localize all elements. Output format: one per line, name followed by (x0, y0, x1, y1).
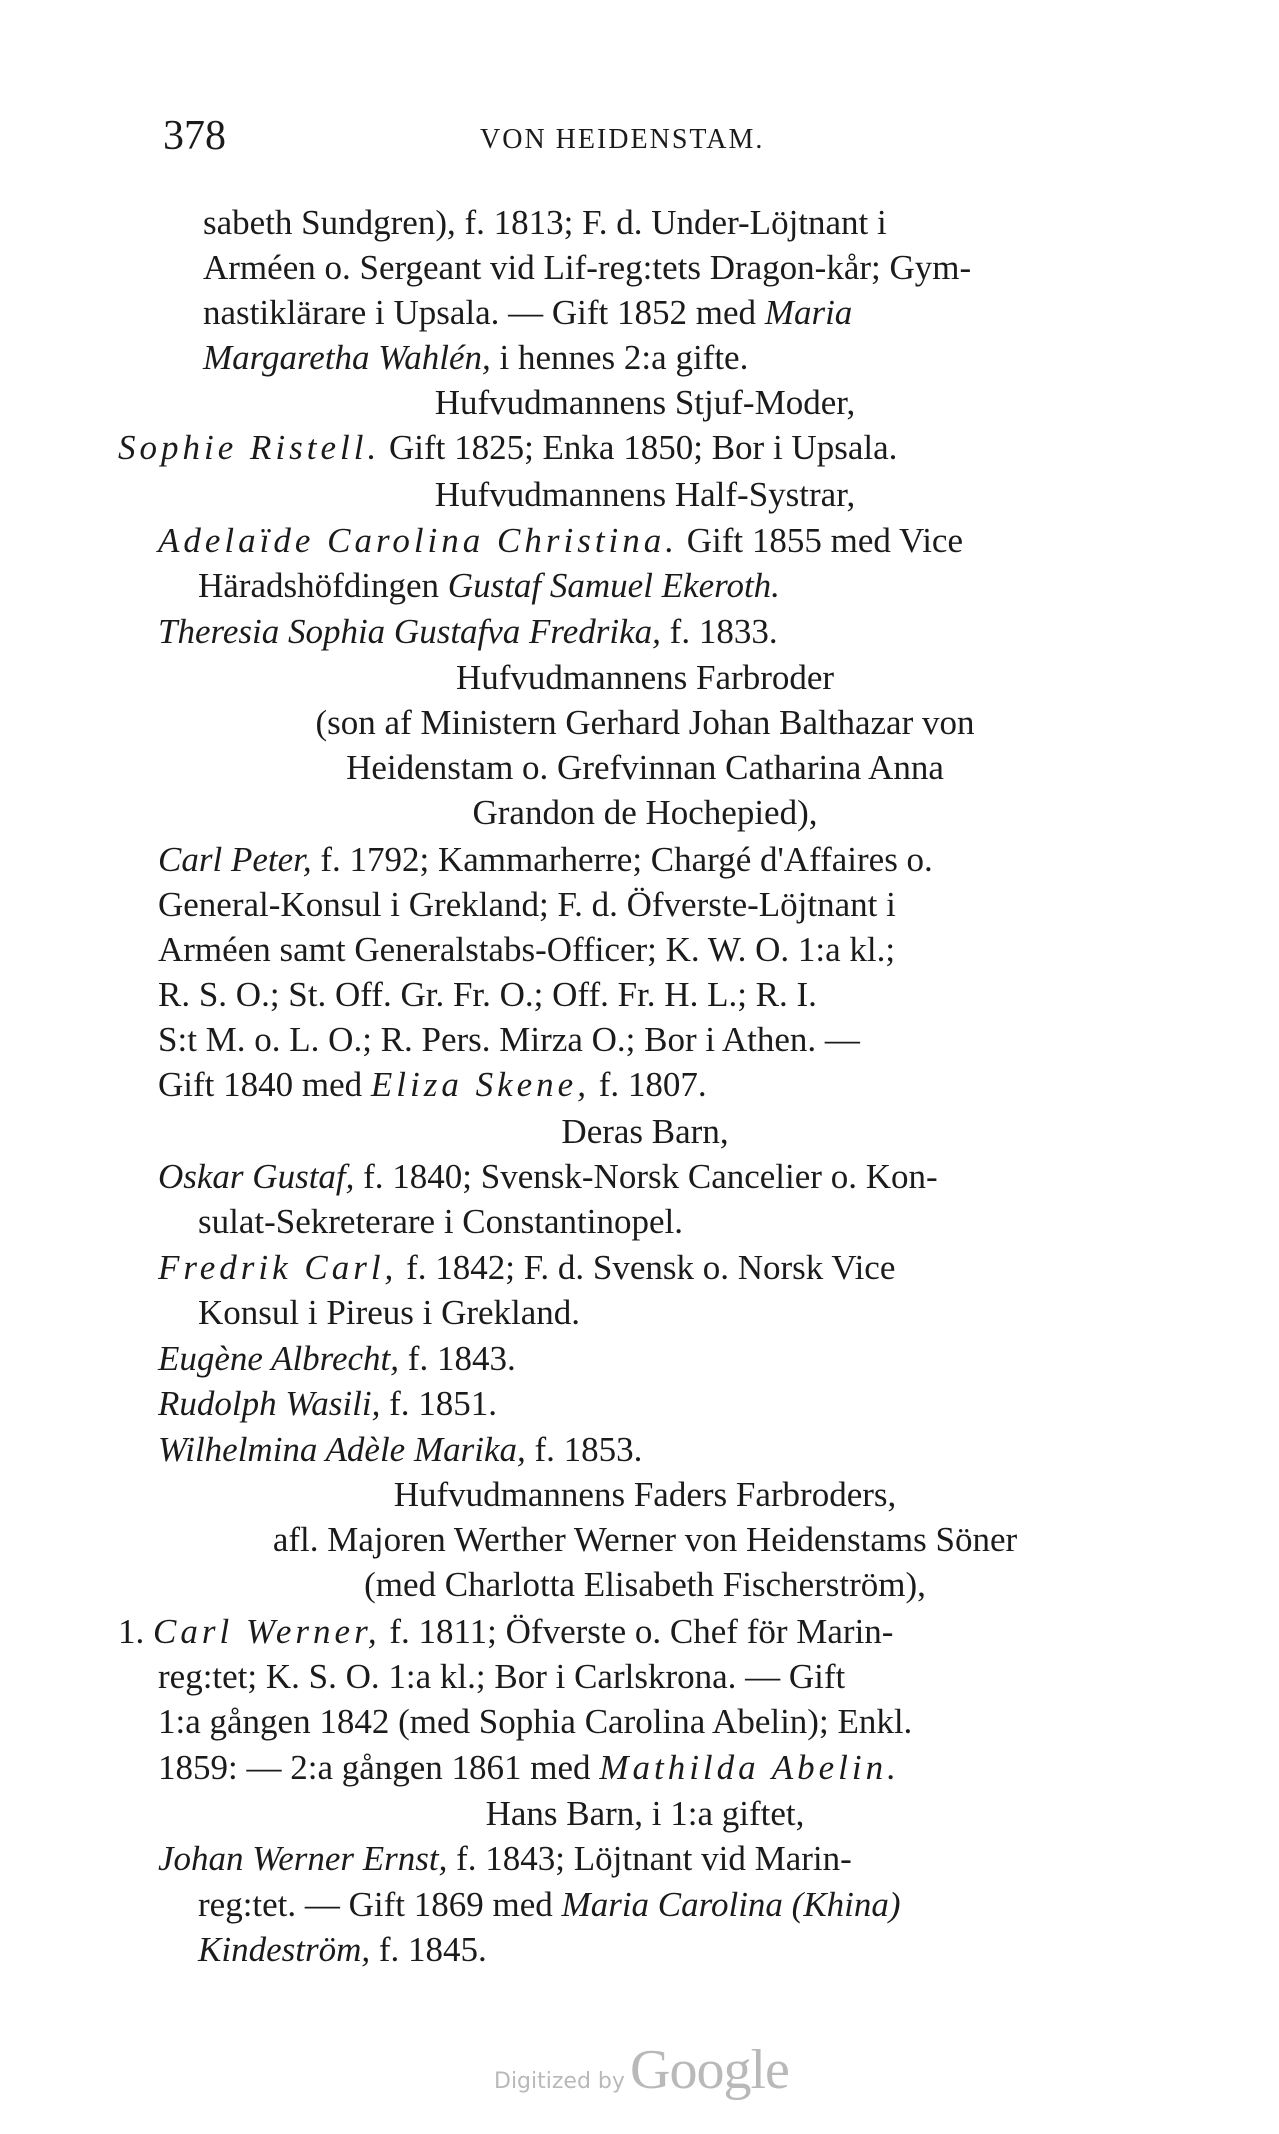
text-span: f. 1853. (534, 1430, 643, 1469)
person-name: Johan Werner Ernst, (158, 1839, 448, 1878)
person-name: Margaretha Wahlén, (203, 338, 491, 377)
text-line-wrapper (158, 1836, 852, 1881)
text-span: Gift 1825; Enka 1850; Bor i Upsala. (388, 428, 898, 467)
person-name: Eugène Albrecht, (158, 1339, 400, 1378)
text-span: f. 1840; Svensk-Norsk Cancelier o. Kon- (363, 1157, 938, 1196)
text-span: f. 1843. (407, 1339, 516, 1378)
text-span: f. 1811; Öfverste o. Chef för Marin- (389, 1612, 894, 1651)
section-heading: Hufvudmannens Faders Farbroders, (393, 1475, 897, 1514)
text-line-wrapper (158, 1245, 895, 1290)
section-heading: Hufvudmannens Half-Systrar, (434, 475, 856, 514)
text-line-wrapper (158, 1381, 497, 1426)
person-name: Kindeström, (198, 1930, 371, 1969)
person-name: Wilhelmina Adèle Marika, (158, 1430, 526, 1469)
text-line-wrapper (158, 1427, 642, 1472)
text-line: Arméen samt Generalstabs-Officer; K. W. O. 1:a kl.; (158, 930, 896, 969)
text-line-wrapper (158, 1154, 938, 1199)
text-line: 1:a gången 1842 (med Sophia Carolina Abelin); Enkl. (158, 1702, 913, 1741)
text-span: nastiklärare i Upsala. — Gift 1852 med (203, 293, 757, 332)
section-heading: Hans Barn, i 1:a giftet, (485, 1794, 805, 1833)
text-line-wrapper (198, 563, 780, 608)
text-line: sabeth Sundgren), f. 1813; F. d. Under-Löjtnant i (203, 203, 887, 242)
text-line-wrapper (158, 837, 933, 882)
text-line-wrapper (118, 425, 897, 470)
person-name: Theresia Sophia Gustafva Fredrika, (158, 612, 661, 651)
text-span: i hennes 2:a gifte. (499, 338, 749, 377)
section-heading: Deras Barn, (561, 1112, 729, 1151)
text-span: f. 1833. (669, 612, 778, 651)
entry-number: 1. (118, 1612, 145, 1651)
person-name: Mathilda Abelin. (599, 1748, 900, 1787)
person-name: Oskar Gustaf, (158, 1157, 355, 1196)
digitized-label: Digitized by (494, 2069, 625, 2094)
person-name: Carl Werner, (153, 1612, 381, 1651)
google-logo: Google (630, 2039, 789, 2101)
text-line-wrapper (198, 1882, 901, 1927)
text-line-wrapper (158, 609, 778, 654)
person-name: Maria Carolina (Khina) (561, 1885, 901, 1924)
person-name: Maria (764, 293, 853, 332)
text-span: f. 1807. (598, 1065, 707, 1104)
text-line: General-Konsul i Grekland; F. d. Öfverste-Löjtnant i (158, 885, 896, 924)
digitized-watermark (494, 2038, 789, 2102)
person-name: Gustaf Samuel Ekeroth. (447, 566, 780, 605)
person-name: Rudolph Wasili, (158, 1384, 381, 1423)
text-span: f. 1792; Kammarherre; Chargé d'Affaires o. (320, 840, 933, 879)
person-name: Fredrik Carl, (158, 1248, 398, 1287)
person-name: Sophie Ristell. (118, 428, 381, 467)
text-line-wrapper (158, 1745, 900, 1790)
text-line: afl. Majoren Werther Werner von Heidenstams Söner (272, 1520, 1018, 1559)
text-line-wrapper (118, 1609, 893, 1654)
text-line: Arméen o. Sergeant vid Lif-reg:tets Dragon-kår; Gym- (203, 248, 972, 287)
person-name: Eliza Skene, (370, 1065, 590, 1104)
text-line-wrapper (198, 1927, 487, 1972)
text-line-wrapper (203, 335, 748, 380)
text-line: sulat-Sekreterare i Constantinopel. (198, 1202, 683, 1241)
text-span: 1859: — 2:a gången 1861 med (158, 1748, 591, 1787)
text-line-wrapper (158, 1336, 516, 1381)
text-line: R. S. O.; St. Off. Gr. Fr. O.; Off. Fr. H. L.; R. I. (158, 975, 817, 1014)
person-name: Carl Peter, (158, 840, 312, 879)
text-line-wrapper (158, 1062, 707, 1107)
text-span: f. 1843; Löjtnant vid Marin- (456, 1839, 852, 1878)
text-span: Gift 1840 med (158, 1065, 363, 1104)
text-line: S:t M. o. L. O.; R. Pers. Mirza O.; Bor i Athen. — (158, 1020, 860, 1059)
person-name: Adelaïde Carolina Christina. (158, 521, 679, 560)
running-head: VON HEIDENSTAM. (480, 124, 765, 155)
section-heading: Hufvudmannens Stjuf-Moder, (434, 383, 856, 422)
text-span: f. 1842; F. d. Svensk o. Norsk Vice (406, 1248, 896, 1287)
text-line: reg:tet; K. S. O. 1:a kl.; Bor i Carlskrona. — Gift (158, 1657, 846, 1696)
text-line: Konsul i Pireus i Grekland. (198, 1293, 581, 1332)
text-line-wrapper (203, 290, 852, 335)
text-line: Heidenstam o. Grefvinnan Catharina Anna (346, 748, 944, 787)
text-line: (med Charlotta Elisabeth Fischerström), (364, 1565, 926, 1604)
text-span: Gift 1855 med Vice (686, 521, 964, 560)
text-span: reg:tet. — Gift 1869 med (198, 1885, 553, 1924)
text-span: Häradshöfdingen (198, 566, 440, 605)
text-span: f. 1851. (389, 1384, 497, 1423)
text-line: Grandon de Hochepied), (472, 793, 818, 832)
page-number: 378 (163, 113, 226, 159)
section-heading: Hufvudmannens Farbroder (455, 658, 835, 697)
text-line: (son af Ministern Gerhard Johan Balthazar von (315, 703, 975, 742)
text-line-wrapper (158, 518, 963, 563)
text-span: f. 1845. (378, 1930, 487, 1969)
